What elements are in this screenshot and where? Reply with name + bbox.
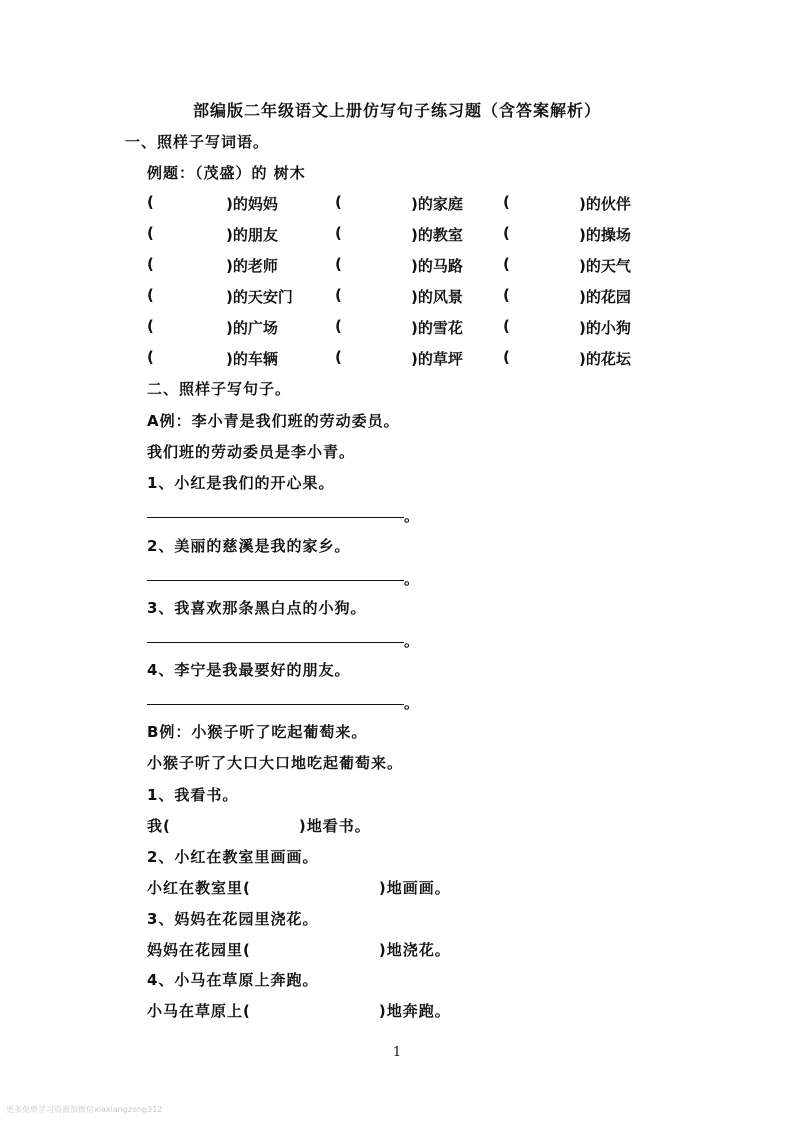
open-paren: (	[503, 348, 510, 366]
word-suffix-group	[226, 317, 278, 338]
a-question-4: 4、李宁是我最要好的朋友。	[147, 661, 351, 679]
fill-blank[interactable]	[157, 317, 224, 335]
fill-item-r4-c1	[147, 286, 293, 306]
fill-item-r2-c1	[147, 224, 287, 244]
word-suffix-group	[411, 193, 463, 214]
answer-end-3: 。	[404, 632, 420, 650]
b-answer-1-pre: 我(	[147, 817, 171, 835]
word-suffix-group	[411, 224, 463, 245]
close-paren: )	[226, 257, 233, 275]
open-paren: (	[147, 317, 154, 335]
answer-line-4[interactable]	[147, 704, 404, 705]
fill-item-r5-c3	[503, 317, 643, 337]
open-paren: (	[335, 193, 342, 211]
word-suffix-group	[411, 317, 463, 338]
open-paren: (	[147, 255, 154, 273]
fill-item-r3-c2	[335, 255, 475, 275]
close-paren: )	[411, 226, 418, 244]
word-suffix-group	[226, 224, 278, 245]
close-paren: )	[579, 350, 586, 368]
word-suffix: 的广场	[232, 319, 278, 337]
a-example-sentence: A例：李小青是我们班的劳动委员。	[147, 412, 400, 430]
word-suffix-group	[579, 224, 631, 245]
fill-item-r6-c2	[335, 348, 475, 368]
fill-blank[interactable]	[157, 224, 224, 242]
word-suffix-group	[411, 286, 463, 307]
b-question-1: 1、我看书。	[147, 786, 239, 804]
fill-blank[interactable]	[345, 224, 409, 242]
fill-blank[interactable]	[157, 255, 224, 273]
close-paren: )	[411, 350, 418, 368]
fill-blank[interactable]	[345, 193, 409, 211]
word-suffix: 的马路	[417, 257, 463, 275]
b-question-3: 3、妈妈在花园里浇花。	[147, 910, 319, 928]
b-answer-4	[147, 1000, 451, 1021]
word-suffix-group	[226, 193, 278, 214]
fill-item-r4-c3	[503, 286, 643, 306]
fill-item-r3-c3	[503, 255, 643, 275]
word-suffix: 的老师	[232, 257, 278, 275]
word-suffix-group	[579, 317, 631, 338]
open-paren: (	[503, 286, 510, 304]
open-paren: (	[147, 348, 154, 366]
section1-heading: 一、照样子写词语。	[125, 133, 270, 151]
fill-item-r2-c2	[335, 224, 475, 244]
word-suffix: 的天安门	[232, 288, 293, 306]
fill-blank[interactable]	[157, 193, 224, 211]
word-suffix: 的妈妈	[232, 195, 278, 213]
word-suffix: 的教室	[417, 226, 463, 244]
word-suffix-group	[579, 193, 631, 214]
a-question-2: 2、美丽的慈溪是我的家乡。	[147, 537, 351, 555]
open-paren: (	[335, 348, 342, 366]
open-paren: (	[335, 286, 342, 304]
fill-item-r3-c1	[147, 255, 287, 275]
close-paren: )	[226, 350, 233, 368]
b-answer-3	[147, 939, 451, 960]
word-suffix-group	[579, 255, 631, 276]
word-suffix-group	[579, 286, 631, 307]
a-question-3: 3、我喜欢那条黑白点的小狗。	[147, 599, 367, 617]
b-example-sentence: B例：小猴子听了吃起葡萄来。	[147, 723, 368, 741]
word-suffix: 的朋友	[232, 226, 278, 244]
word-suffix: 的风景	[417, 288, 463, 306]
fill-item-r5-c1	[147, 317, 287, 337]
close-paren: )	[579, 226, 586, 244]
close-paren: )	[226, 319, 233, 337]
word-suffix-group	[411, 348, 463, 369]
b-answer-2-pre: 小红在教室里(	[147, 879, 251, 897]
close-paren: )	[226, 288, 233, 306]
open-paren: (	[503, 317, 510, 335]
close-paren: )	[226, 226, 233, 244]
close-paren: )	[579, 288, 586, 306]
word-suffix-group	[226, 255, 278, 276]
open-paren: (	[503, 224, 510, 242]
fill-blank[interactable]	[345, 348, 409, 366]
fill-item-r1-c1	[147, 193, 287, 213]
b-answer-1-post: )地看书。	[298, 817, 371, 835]
answer-line-1[interactable]	[147, 517, 404, 518]
b-answer-4-post: )地奔跑。	[378, 1002, 451, 1020]
close-paren: )	[226, 195, 233, 213]
word-suffix: 的操场	[585, 226, 631, 244]
open-paren: (	[503, 193, 510, 211]
section2-heading: 二、照样子写句子。	[147, 380, 292, 398]
section1-example: 例题：（茂盛）的 树木	[147, 164, 306, 182]
fill-blank[interactable]	[513, 348, 577, 366]
answer-line-2[interactable]	[147, 580, 404, 581]
word-suffix-group	[226, 286, 293, 307]
b-answer-1	[147, 815, 371, 836]
b-answer-2	[147, 877, 451, 898]
fill-blank[interactable]	[513, 224, 577, 242]
fill-item-r5-c2	[335, 317, 475, 337]
close-paren: )	[411, 257, 418, 275]
watermark-text: 更多免费学习资源加微信xiaxiangzong312	[6, 1105, 163, 1114]
open-paren: (	[335, 317, 342, 335]
fill-item-r1-c2	[335, 193, 475, 213]
word-suffix-group	[579, 348, 631, 369]
word-suffix: 的车辆	[232, 350, 278, 368]
b-example-rewrite: 小猴子听了大口大口地吃起葡萄来。	[147, 754, 404, 772]
b-answer-4-pre: 小马在草原上(	[147, 1002, 251, 1020]
fill-blank[interactable]	[513, 255, 577, 273]
document-title: 部编版二年级语文上册仿写句子练习题（含答案解析）	[192, 101, 601, 120]
word-suffix-group	[226, 348, 278, 369]
fill-blank[interactable]	[513, 317, 577, 335]
b-question-2: 2、小红在教室里画画。	[147, 848, 319, 866]
fill-item-r6-c3	[503, 348, 643, 368]
word-suffix: 的花园	[585, 288, 631, 306]
answer-end-1: 。	[404, 507, 420, 525]
open-paren: (	[147, 286, 154, 304]
close-paren: )	[411, 288, 418, 306]
word-suffix: 的家庭	[417, 195, 463, 213]
fill-blank[interactable]	[345, 286, 409, 304]
open-paren: (	[335, 255, 342, 273]
close-paren: )	[579, 257, 586, 275]
b-answer-3-pre: 妈妈在花园里(	[147, 941, 251, 959]
b-answer-2-post: )地画画。	[378, 879, 451, 897]
fill-blank[interactable]	[513, 193, 577, 211]
fill-item-r4-c2	[335, 286, 475, 306]
fill-blank[interactable]	[345, 255, 409, 273]
word-suffix-group	[411, 255, 463, 276]
open-paren: (	[147, 224, 154, 242]
fill-blank[interactable]	[157, 286, 224, 304]
close-paren: )	[579, 195, 586, 213]
page-number: 1	[392, 1045, 402, 1060]
word-suffix: 的伙伴	[585, 195, 631, 213]
word-suffix: 的小狗	[585, 319, 631, 337]
fill-blank[interactable]	[345, 317, 409, 335]
open-paren: (	[503, 255, 510, 273]
open-paren: (	[335, 224, 342, 242]
a-question-1: 1、小红是我们的开心果。	[147, 474, 335, 492]
word-suffix: 的雪花	[417, 319, 463, 337]
b-question-4: 4、小马在草原上奔跑。	[147, 971, 319, 989]
a-example-rewrite: 我们班的劳动委员是李小青。	[147, 443, 356, 461]
b-answer-3-post: )地浇花。	[378, 941, 451, 959]
answer-end-4: 。	[404, 694, 420, 712]
open-paren: (	[147, 193, 154, 211]
close-paren: )	[411, 319, 418, 337]
fill-item-r1-c3	[503, 193, 643, 213]
word-suffix: 的天气	[585, 257, 631, 275]
fill-blank[interactable]	[157, 348, 224, 366]
fill-item-r6-c1	[147, 348, 287, 368]
fill-item-r2-c3	[503, 224, 643, 244]
fill-blank[interactable]	[513, 286, 577, 304]
answer-end-2: 。	[404, 570, 420, 588]
answer-line-3[interactable]	[147, 642, 404, 643]
word-suffix: 的花坛	[585, 350, 631, 368]
close-paren: )	[579, 319, 586, 337]
close-paren: )	[411, 195, 418, 213]
word-suffix: 的草坪	[417, 350, 463, 368]
